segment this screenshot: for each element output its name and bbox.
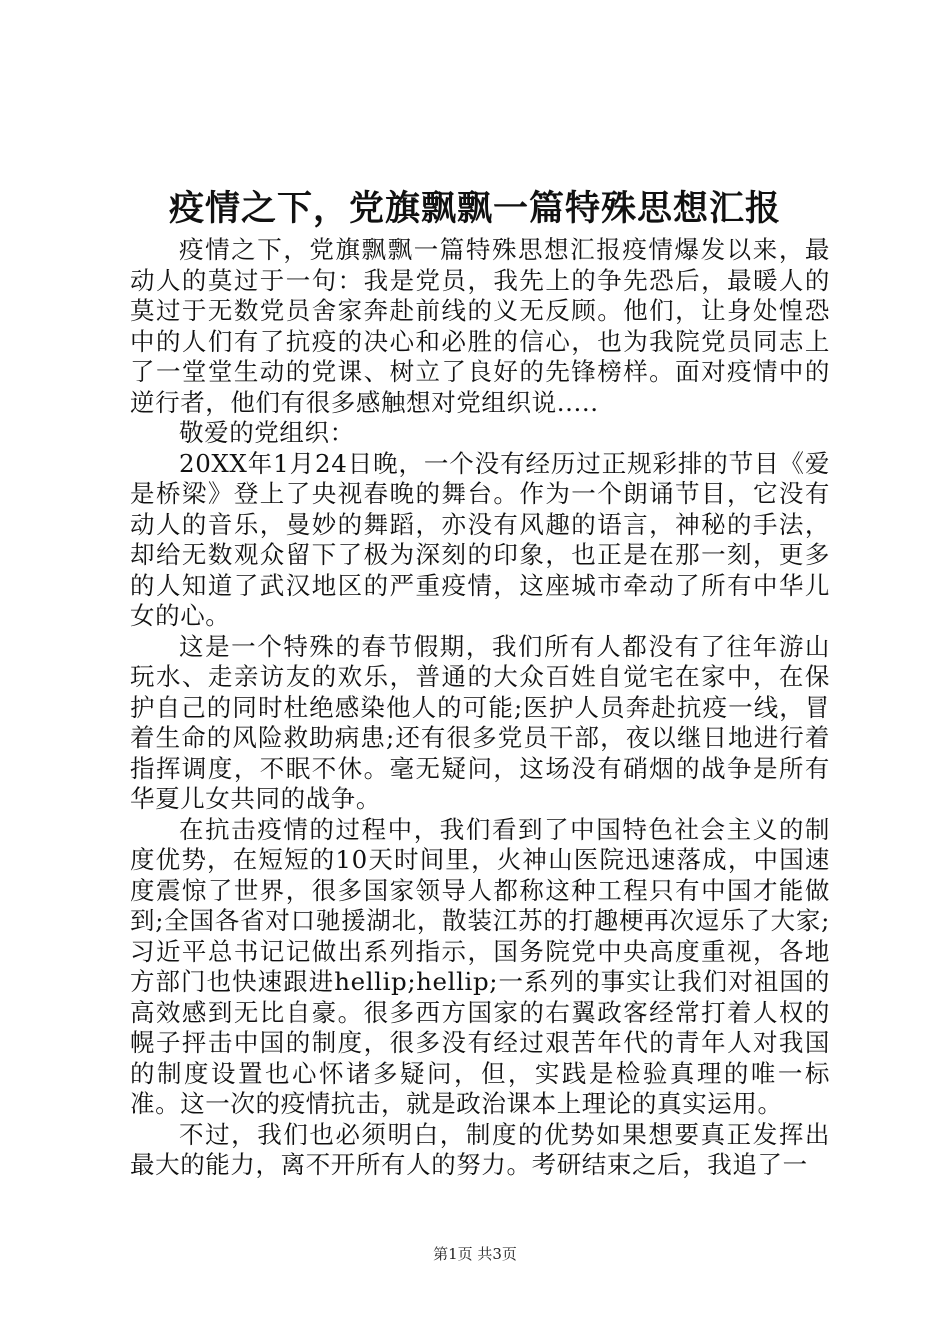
document-body: [130, 235, 830, 1181]
page-number-footer: 第1页 共3页: [433, 1245, 517, 1263]
paragraph-spring-gala: 20XX年1月24日晚，一个没有经历过正规彩排的节目《爱是桥梁》登上了央视春晚的舞台。作为一个朗诵节目，它没有动人的音乐，曼妙的舞蹈，亦没有风趣的语言，神秘的手法，却给无数观众留下了极为深刻的印象，也正是在那一刻，更多的人知道了武汉地区的严重疫情，这座城市牵动了所有中华儿女的心。: [130, 448, 830, 630]
paragraph-intro: 疫情之下，党旗飘飘一篇特殊思想汇报疫情爆发以来，最动人的莫过于一句：我是党员，我先上的争先恐后，最暖人的莫过于无数党员舍家奔赴前线的义无反顾。他们，让身处惶恐中的人们有了抗疫的决心和必胜的信心，也为我院党员同志上了一堂堂生动的党课、树立了良好的先锋榜样。面对疫情中的逆行者，他们有很多感触想对党组织说.....: [130, 235, 830, 417]
paragraph-system-advantage: 在抗击疫情的过程中，我们看到了中国特色社会主义的制度优势，在短短的10天时间里，火神山医院迅速落成，中国速度震惊了世界，很多国家领导人都称这种工程只有中国才能做到;全国各省对口驰援湖北，散装江苏的打趣梗再次逗乐了大家;习近平总书记记做出系列指示，国务院党中央高度重视，各地方部门也快速跟进hellip;hellip;一系列的事实让我们对祖国的高效感到无比自豪。很多西方国家的右翼政客经常打着人权的幌子抨击中国的制度，很多没有经过艰苦年代的青年人对我国的制度设置也心怀诸多疑问，但，实践是检验真理的唯一标准。这一次的疫情抗击，就是政治课本上理论的真实运用。: [130, 814, 830, 1118]
paragraph-holiday: 这是一个特殊的春节假期，我们所有人都没有了往年游山玩水、走亲访友的欢乐，普通的大众百姓自觉宅在家中，在保护自己的同时杜绝感染他人的可能;医护人员奔赴抗疫一线，冒着生命的风险救助病患;还有很多党员干部，夜以继日地进行着指挥调度，不眠不休。毫无疑问，这场没有硝烟的战争是所有华夏儿女共同的战争。: [130, 631, 830, 813]
document-title: 疫情之下，党旗飘飘一篇特殊思想汇报: [168, 188, 781, 229]
paragraph-closing-partial: 不过，我们也必须明白，制度的优势如果想要真正发挥出最大的能力，离不开所有人的努力。考研结束之后，我追了一: [130, 1119, 830, 1179]
paragraph-salutation: 敬爱的党组织：: [179, 418, 355, 447]
